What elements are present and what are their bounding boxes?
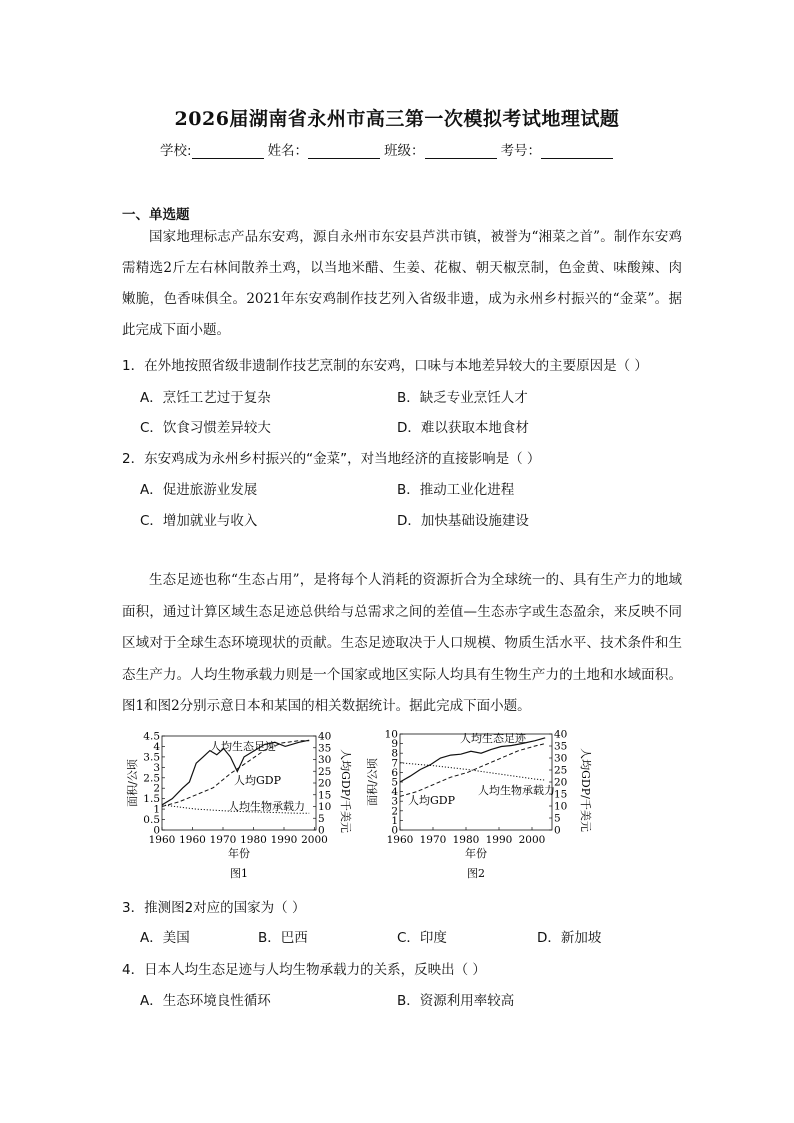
name-field[interactable]: 姓名：	[268, 139, 385, 159]
fig2-series-label-0: 人均生态足迹	[460, 732, 526, 745]
fig1-y2tick-label: 5	[318, 812, 325, 825]
fig2-series-label-1: 人均GDP	[408, 794, 456, 807]
fig1-ytick-label: 1	[153, 803, 160, 816]
fig1-y2tick-label: 20	[318, 777, 332, 790]
exam-number-field[interactable]: 考号：	[501, 139, 618, 159]
fig1-y2tick-label: 0	[318, 824, 325, 837]
q1-option-a[interactable]: A．烹饪工艺过于复杂	[140, 390, 271, 406]
fig1-ytick-label: 3.5	[143, 751, 160, 764]
fig1-y2tick-label: 15	[318, 789, 332, 802]
fig2-y2tick-label: 10	[554, 800, 568, 813]
q2-option-c[interactable]: C．增加就业与收入	[140, 513, 258, 529]
fig2-ytick-label: 1	[391, 814, 398, 827]
fig2-xtick-label: 1970	[419, 834, 447, 846]
figure-2-chart	[366, 726, 592, 886]
fig1-ytick-label: 3	[153, 761, 160, 774]
fig1-ytick-label: 2	[153, 782, 160, 795]
fig1-xtick-label: 1960	[179, 834, 206, 846]
fig1-xlabel: 年份	[228, 847, 250, 860]
fig1-ytick-label: 4.5	[143, 730, 160, 743]
fig2-y2tick-label: 30	[554, 752, 568, 765]
q3-option-c[interactable]: C．印度	[397, 930, 447, 946]
q4-option-a[interactable]: A．生态环境良性循环	[140, 993, 271, 1009]
q4-option-b[interactable]: B．资源利用率较高	[397, 993, 515, 1009]
fig2-ytick-label: 2	[391, 805, 398, 818]
exam-title: 2026届湖南省永州市高三第一次模拟考试地理试题	[174, 108, 620, 130]
fig1-series-label-2: 人均生物承载力	[228, 800, 305, 813]
q3-option-b[interactable]: B．巴西	[258, 930, 308, 946]
fig2-y2tick-label: 35	[554, 740, 568, 753]
fig2-y2label: 人均GDP/千美元	[579, 748, 592, 832]
fig2-plot-frame	[400, 734, 552, 830]
fig1-xtick-label: 2000	[301, 834, 328, 846]
class-field[interactable]: 班级：	[384, 139, 501, 159]
q2-option-a[interactable]: A．促进旅游业发展	[140, 482, 258, 498]
fig2-ytick-label: 8	[391, 747, 398, 760]
fig1-ytick-label: 0.5	[143, 814, 160, 827]
fig1-y2label: 人均GDP/千美元	[339, 749, 352, 833]
question-3-stem: 3．推测图2对应的国家为（ ）	[122, 900, 306, 916]
fig2-xtick-label: 1990	[485, 834, 513, 846]
fig2-y2tick-label: 20	[554, 776, 568, 789]
fig2-ytick-label: 4	[391, 786, 398, 799]
question-4-stem: 4．日本人均生态足迹与人均生物承载力的关系，反映出（ ）	[122, 962, 486, 978]
fig2-y2tick-label: 25	[554, 764, 568, 777]
fig2-series-label-2: 人均生物承载力	[478, 784, 555, 797]
fig2-y2tick-label: 0	[554, 824, 561, 837]
q2-option-b[interactable]: B．推动工业化进程	[397, 482, 515, 498]
fig2-ytick-label: 5	[391, 776, 398, 789]
fig1-series-label-0: 人均生态足迹	[210, 740, 276, 753]
fig1-ytick-label: 0	[153, 824, 160, 837]
fig2-xtick-label: 1980	[452, 834, 480, 846]
q1-option-b[interactable]: B．缺乏专业烹饪人才	[397, 390, 528, 406]
fig1-xtick-label: 1980	[240, 834, 267, 846]
question-1-stem: 1．在外地按照省级非遗制作技艺烹制的东安鸡，口味与本地差异较大的主要原因是（ ）	[122, 358, 648, 374]
fig2-y2tick-label: 15	[554, 788, 568, 801]
fig1-ytick-label: 1.5	[143, 793, 160, 806]
q3-option-a[interactable]: A．美国	[140, 930, 190, 946]
fig2-xtick-label: 2000	[518, 834, 546, 846]
fig2-y2tick-label: 5	[554, 812, 561, 825]
fig2-ytick-label: 0	[391, 824, 398, 837]
fig1-ytick-label: 2.5	[143, 772, 160, 785]
fig1-caption: 图1	[230, 867, 248, 880]
q2-option-d[interactable]: D．加快基础设施建设	[397, 513, 529, 529]
section-title: 一、单选题	[122, 207, 190, 223]
fig1-series-label-1: 人均GDP	[234, 774, 282, 787]
fig2-caption: 图2	[467, 867, 485, 880]
question-2-stem: 2．东安鸡成为永州乡村振兴的“金菜”，对当地经济的直接影响是（ ）	[122, 451, 541, 467]
fig2-ytick-label: 10	[384, 728, 398, 741]
fig1-y2tick-label: 40	[318, 730, 332, 743]
fig1-y2tick-label: 10	[318, 801, 332, 813]
fig2-y2tick-label: 40	[554, 728, 568, 741]
reading-passage-1: 国家地理标志产品东安鸡，源自永州市东安县芦洪市镇，被誉为“湘菜之首”。制作东安鸡需精选2斤左右林间散养土鸡，以当地米醋、生姜、花椒、朝天椒烹制，色金黄、味酸辣、肉嫩脆，色香味俱全。2021年东安鸡制作技艺列入省级非遗，成为永州乡村振兴的“金菜”。据此完成下面小题。	[122, 229, 682, 338]
fig2-xtick-label: 1960	[386, 834, 414, 846]
fig2-ytick-label: 3	[391, 795, 398, 808]
fig2-xlabel: 年份	[465, 847, 487, 860]
q3-option-d[interactable]: D．新加坡	[537, 930, 602, 946]
fig2-series-line-2	[400, 763, 545, 780]
fig1-xtick-label: 1990	[270, 834, 298, 846]
fig1-xtick-label: 1960	[148, 834, 176, 846]
fig1-xtick-label: 1970	[209, 834, 237, 846]
fig2-ylabel: 面积/公顷	[366, 758, 379, 806]
q1-option-d[interactable]: D．难以获取本地食材	[397, 420, 529, 436]
fig1-ytick-label: 4	[153, 740, 160, 753]
fig2-ytick-label: 6	[391, 766, 398, 779]
fig1-y2tick-label: 30	[318, 754, 332, 766]
fig1-y2tick-label: 25	[318, 765, 332, 778]
fig2-ytick-label: 9	[391, 738, 398, 751]
q1-option-c[interactable]: C．饮食习惯差异较大	[140, 420, 271, 436]
reading-passage-2: 生态足迹也称“生态占用”，是将每个人消耗的资源折合为全球统一的、具有生产力的地域面积，通过计算区域生态足迹总供给与总需求之间的差值—生态赤字或生态盈余，来反映不同区域对于全球生态环境现状的贡献。生态足迹取决于人口规模、物质生活水平、技术条件和生态生产力。人均生物承载力则是一个国家或地区实际人均具有生物生产力的土地和水域面积。图1和图2分别示意日本和某国的相关数据统计。据此完成下面小题。	[122, 572, 682, 714]
fig2-ytick-label: 7	[391, 757, 398, 770]
school-field[interactable]: 学校:	[160, 139, 268, 159]
fig1-ylabel: 面积/公顷	[126, 759, 139, 807]
figure-1-chart	[126, 726, 352, 886]
student-info-row	[160, 139, 617, 159]
fig1-y2tick-label: 35	[318, 742, 332, 755]
